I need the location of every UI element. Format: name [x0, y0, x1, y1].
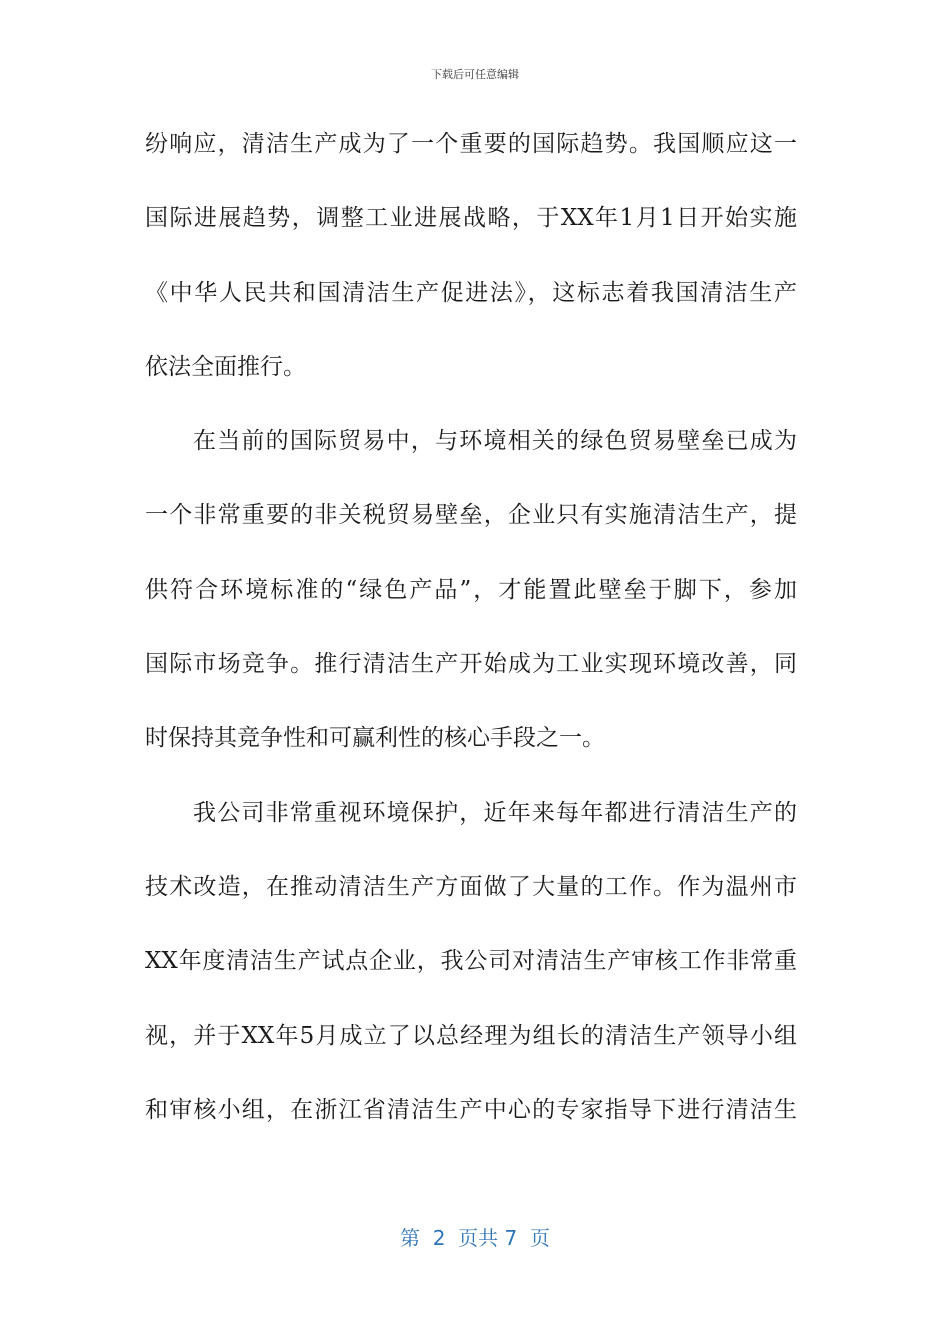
page-number: 第 2 页共 7 页	[400, 1226, 550, 1250]
text-line: 一个非常重要的非关税贸易壁垒，企业只有实施清洁生产，提	[145, 502, 797, 529]
page-header: 下载后可任意编辑	[431, 68, 519, 81]
text-line: 供符合环境标准的“绿色产品”，才能置此壁垒于脚下，参加	[145, 576, 797, 603]
text-line: 《中华人民共和国清洁生产促进法》，这标志着我国清洁生产	[145, 279, 797, 306]
document-body	[145, 118, 797, 1158]
text-line: 国际市场竞争。推行清洁生产开始成为工业实现环境改善，同	[145, 651, 797, 678]
text-line: 时保持其竞争性和可赢利性的核心手段之一。	[145, 725, 605, 752]
text-line: 和审核小组，在浙江省清洁生产中心的专家指导下进行清洁生	[145, 1096, 797, 1123]
text-line: 技术改造，在推动清洁生产方面做了大量的工作。作为温州市	[145, 873, 797, 900]
text-line: 纷响应，清洁生产成为了一个重要的国际趋势。我国顺应这一	[145, 131, 797, 157]
text-line: 依法全面推行。	[145, 353, 306, 380]
text-line: XX年度清洁生产试点企业，我公司对清洁生产审核工作非常重	[145, 948, 797, 975]
text-line: 视，并于XX年5月成立了以总经理为组长的清洁生产领导小组	[145, 1022, 797, 1049]
text-line: 在当前的国际贸易中，与环境相关的绿色贸易壁垒已成为	[193, 428, 797, 455]
text-line: 我公司非常重视环境保护，近年来每年都进行清洁生产的	[193, 799, 797, 826]
text-line: 国际进展趋势，调整工业进展战略，于XX年1月1日开始实施	[145, 205, 797, 232]
